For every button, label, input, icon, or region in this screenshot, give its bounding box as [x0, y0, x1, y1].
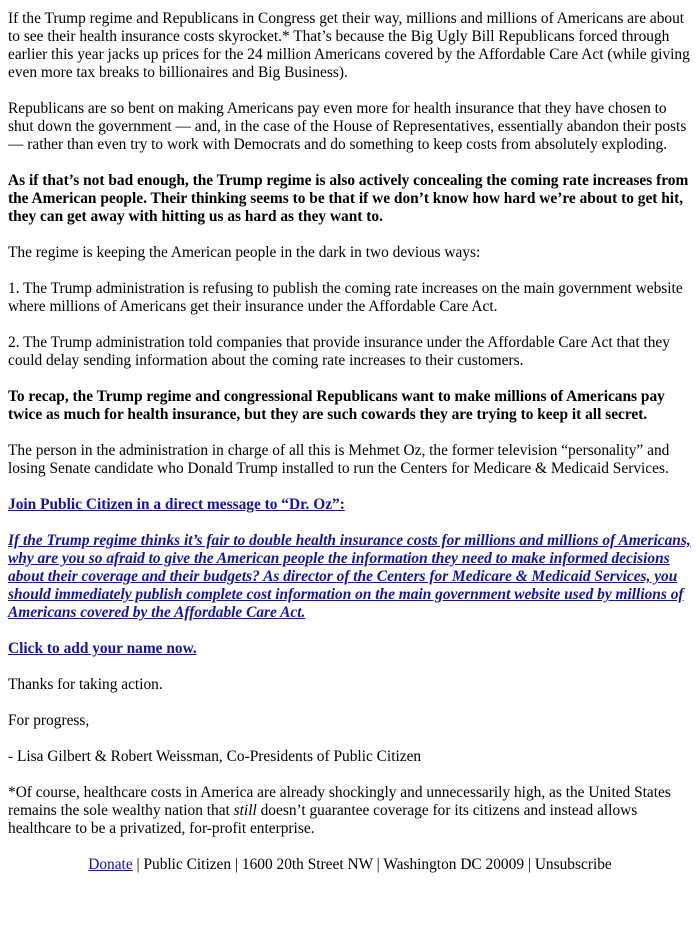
devious-ways-paragraph: The regime is keeping the American people in the dark in two devious ways: [8, 244, 481, 261]
sign-off-text: For progress, [8, 712, 90, 729]
footnote-emphasis: still [233, 802, 257, 819]
list-item-1: 1. The Trump administration is refusing to publish the coming rate increases on the main government website where millions of Americans get their insurance under the Affordable Care Act. [8, 280, 683, 315]
footnote-text-start: *Of course, healthcare costs in America are already shockingly and unnecessarily high, as the United States remains the sole wealthy nation that [8, 784, 671, 819]
thanks-text: Thanks for taking action. [8, 676, 163, 693]
oz-paragraph: The person in the administration in charge of all this is Mehmet Oz, the former television “personality” and losing Senate candidate who Donald Trump installed to run the Centers for Medicare & Medicaid Services. [8, 442, 670, 477]
email-footer [8, 856, 692, 874]
join-message-link[interactable]: Join Public Citizen in a direct message to “Dr. Oz”: [8, 496, 345, 513]
footer-separator: | [372, 856, 384, 873]
donate-link[interactable]: Donate [88, 856, 133, 873]
footer-separator: | [524, 856, 535, 873]
footnote-paragraph [8, 784, 692, 838]
recap-paragraph: To recap, the Trump regime and congressional Republicans want to make millions of Americans pay twice as much for health insurance, but they are such cowards they are trying to keep it all secret. [8, 388, 665, 423]
add-name-paragraph [8, 640, 692, 658]
shutdown-paragraph: Republicans are so bent on making Americans pay even more for health insurance that they have chosen to shut down the government — and, in the case of the House of Representatives, essentially abandon their posts — rather than even try to work with Democrats and do something to keep costs from absolutely exploding. [8, 100, 687, 153]
intro-paragraph: If the Trump regime and Republicans in Congress get their way, millions and millions of Americans are about to see their health insurance costs skyrocket.* That’s because the Big Ugly Bill Republicans forced through earlier this year jacks up prices for the 24 million Americans covered by the Affordable Care Act (while giving even more tax breaks to billionaires and Big Business). [8, 10, 690, 81]
unsubscribe-text[interactable]: Unsubscribe [534, 856, 612, 873]
footer-separator: | [132, 856, 144, 873]
footer-org: Public Citizen [143, 856, 232, 873]
join-paragraph [8, 496, 692, 514]
footer-city: Washington DC 20009 [383, 856, 525, 873]
footer-separator: | [231, 856, 242, 873]
petition-paragraph [8, 532, 692, 622]
list-item-2: 2. The Trump administration told companies that provide insurance under the Affordable Care Act that they could delay sending information about the coming rate increases to their customers. [8, 334, 670, 369]
petition-text-link[interactable]: If the Trump regime thinks it’s fair to double health insurance costs for millions and millions of Americans, why are you so afraid to give the American people the information they need to make informed decisions about their coverage and their budgets? As director of the Centers for Medicare & Medicaid Services, you should immediately publish complete cost information on the main government website used by millions of Americans covered by the Affordable Care Act. [8, 532, 691, 621]
footnote-text-end: doesn’t guarantee coverage for its citizens and instead allows healthcare to be a privatized, for-profit enterprise. [8, 802, 638, 837]
concealing-paragraph: As if that’s not bad enough, the Trump regime is also actively concealing the coming rate increases from the American people. Their thinking seems to be that if we don’t know how hard we’re about to get hit, they can get away with hitting us as hard as they want to. [8, 172, 689, 225]
footer-address: 1600 20th Street NW [241, 856, 373, 873]
add-name-link[interactable]: Click to add your name now. [8, 640, 197, 657]
signature-text: - Lisa Gilbert & Robert Weissman, Co-Presidents of Public Citizen [8, 748, 422, 765]
